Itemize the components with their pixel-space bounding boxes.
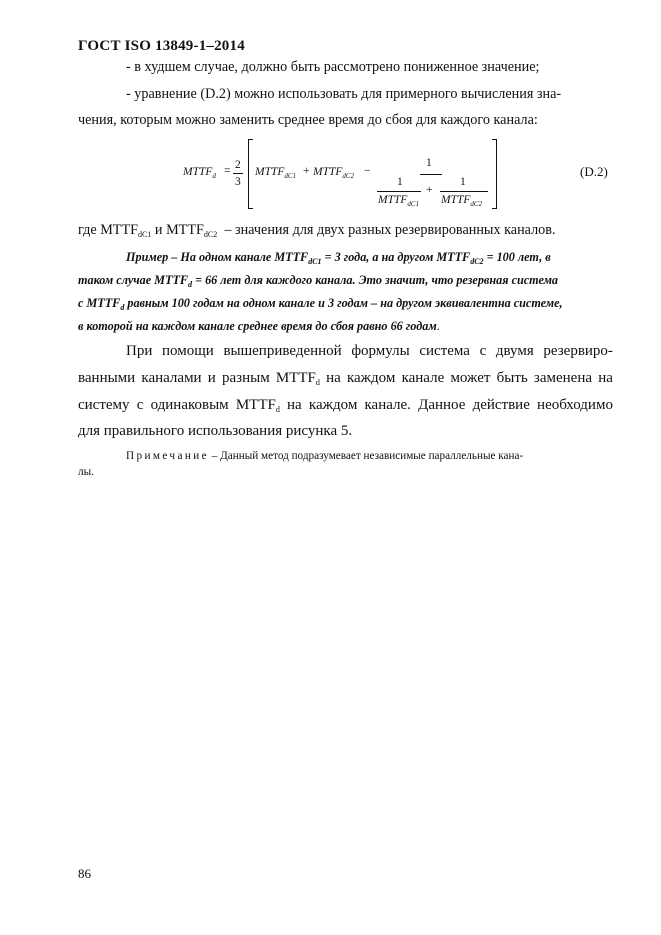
bracket-right-top	[492, 139, 497, 140]
bracket-right	[496, 139, 497, 209]
bracket-left-bottom	[248, 208, 253, 209]
bullet-equation-use: - уравнение (D.2) можно использовать для примерного вычисления зна-	[126, 86, 562, 102]
formula-inner-num2: 1	[460, 176, 466, 188]
bracket-right-bottom	[492, 208, 497, 209]
formula-inner-bar1	[377, 191, 421, 192]
formula-equals: =	[224, 165, 231, 177]
bracket-left-top	[248, 139, 253, 140]
formula-inner-den2: $MTTF_{dC2}$	[441, 194, 483, 208]
formula-minus: −	[364, 165, 371, 177]
formula-number: (D.2)	[580, 164, 608, 179]
formula-frac-bar	[420, 174, 442, 175]
where-line: где $MTTF_{dC1}$ и $MTTF_{dC2}$ – значения для двух разных резервированных каналов.	[78, 222, 556, 239]
formula-plus: +	[303, 165, 310, 177]
formula-coef-bar	[233, 173, 243, 174]
note-line-1: Примечание – Данный метод подразумевает независимые параллельные кана-	[126, 450, 524, 462]
page-number: 86	[78, 866, 91, 881]
document-header: ГОСТ ISO 13849-1–2014	[78, 38, 245, 54]
formula-term2: $MTTF_{dC2}$	[313, 166, 355, 180]
formula-coef-num: 2	[235, 159, 241, 171]
formula-inner-den1: $MTTF_{dC1}$	[378, 194, 420, 208]
formula-inner-plus: +	[426, 184, 433, 196]
paragraph-line-1: При помощи вышеприведенной формулы система с двумя резервиро-	[126, 343, 613, 359]
note-label: Примечание	[126, 450, 209, 462]
formula-inner-bar2	[440, 191, 488, 192]
note-line-2: лы.	[78, 466, 94, 478]
paragraph-line-3: систему с одинаковым $MTTF_d$ на каждом канале. Данное действие необходимо	[78, 397, 613, 414]
example-line-2: таком случае $MTTF_d = 66$ лет для каждого канала. Это значит, что резервная система	[78, 273, 559, 289]
example-line-4: в которой на каждом канале среднее время до сбоя равно 66 годам.	[78, 319, 440, 333]
paragraph-line-2: ванными каналами и разным $MTTF_d$ на каждом канале может быть заменена на	[78, 370, 613, 387]
formula-term1: $MTTF_{dC1}$	[255, 166, 297, 180]
paragraph-line-4: для правильного использования рисунка 5.	[78, 423, 353, 439]
example-line-1: Пример – На одном канале $MTTF_{dC1} = 3$ года, а на другом $MTTF_{dC2} = 100$ лет, в	[126, 250, 551, 266]
formula-coef-den: 3	[235, 176, 241, 188]
formula-inner-num1: 1	[397, 176, 403, 188]
bullet-worst-case: - в худшем случае, должно быть рассмотрено пониженное значение;	[126, 59, 540, 75]
example-line-3: с $MTTF_d$ равным 100 годам на одном канале и 3 годам – на другом эквивалентна системе,	[78, 296, 563, 312]
bullet-equation-cont: чения, которым можно заменить среднее время до сбоя для каждого канала:	[78, 112, 538, 128]
formula-lhs: $MTTF_d$	[183, 166, 216, 180]
formula-frac-num: 1	[426, 157, 432, 169]
bracket-left	[248, 139, 249, 209]
